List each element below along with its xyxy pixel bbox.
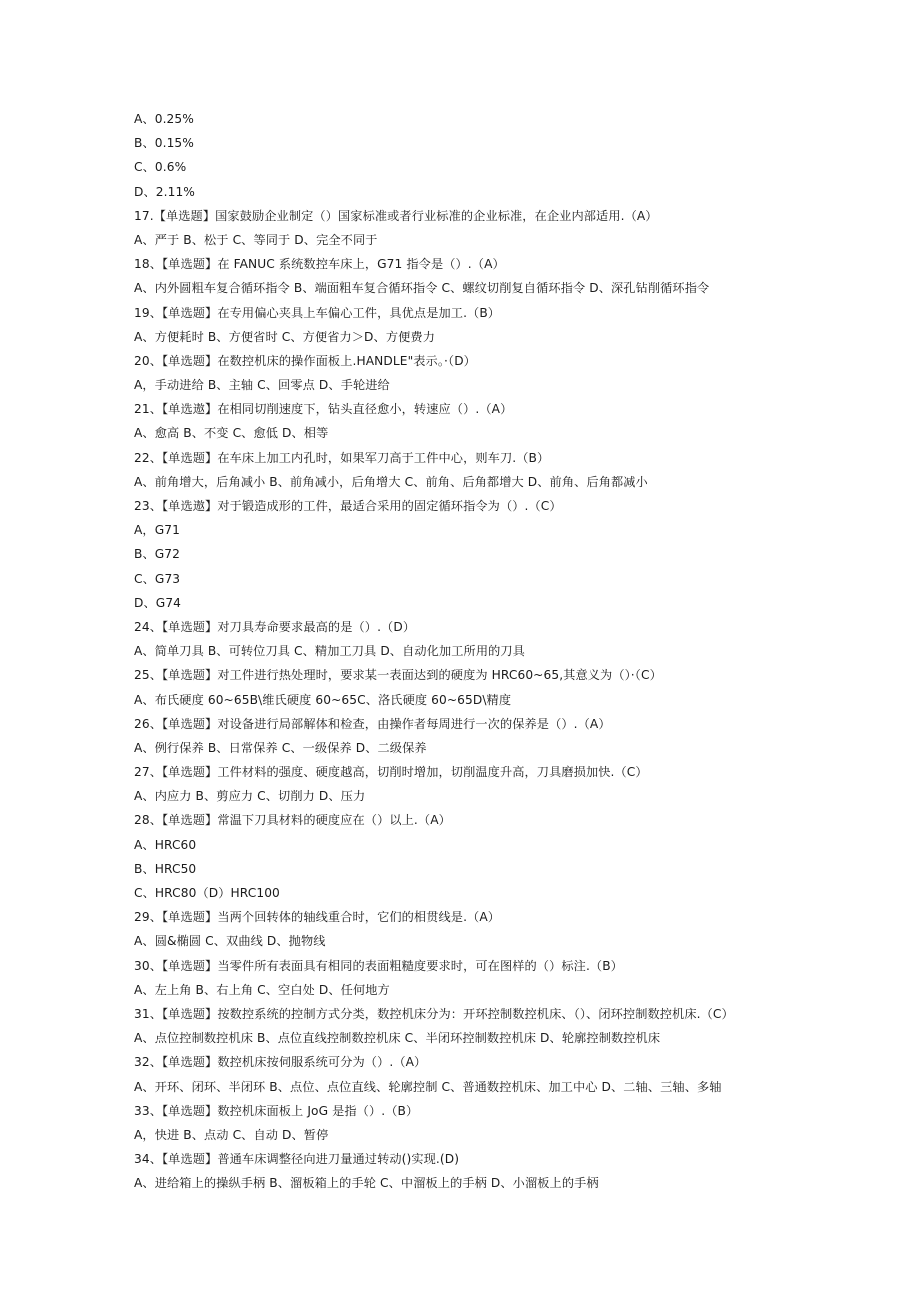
question-text: 28、【单选题】常温下刀具材料的硬度应在（）以上.（A） bbox=[134, 813, 451, 828]
answer-option: D、2.11% bbox=[134, 184, 195, 199]
answer-option: A、进给箱上的操纵手柄 B、溜板箱上的手轮 C、中溜板上的手柄 D、小溜板上的手柄 bbox=[134, 1176, 599, 1191]
answer-option: B、HRC50 bbox=[134, 861, 197, 876]
answer-option: A、简单刀具 B、可转位刀具 C、精加工刀具 D、自动化加工所用的刀具 bbox=[134, 644, 525, 659]
answer-option: A、内外圆粗车复合循环指令 B、端面粗车复合循环指令 C、螺纹切削复自循环指令 D、深孔钻削循环指令 bbox=[134, 281, 710, 296]
question-text: 34、【单选题】普通车床调整径向进刀量通过转动()实现.(D) bbox=[134, 1152, 460, 1167]
answer-option: A、HRC60 bbox=[134, 837, 197, 852]
question-text: 26、【单选题】对设备进行局部解体和检查，由操作者每周进行一次的保养是（）.（A） bbox=[134, 716, 611, 731]
answer-option: A、布氏硬度 60~65B\维氏硬度 60~65C、洛氏硬度 60~65D\精度 bbox=[134, 692, 512, 707]
answer-option: C、0.6% bbox=[134, 160, 187, 175]
answer-option: A、愈高 B、不变 C、愈低 D、相等 bbox=[134, 426, 329, 441]
answer-option: C、G73 bbox=[134, 571, 181, 586]
answer-option: A，快进 B、点动 C、自动 D、暂停 bbox=[134, 1127, 329, 1142]
answer-option: A、0.25% bbox=[134, 112, 194, 126]
question-text: 18、【单选题】在 FANUC 系统数控车床上，G71 指令是（）.（A） bbox=[134, 257, 505, 272]
question-text: 19、【单选题】在专用偏心夹具上车偏心工件，具优点是加工.（B） bbox=[134, 305, 501, 320]
question-text: 23、【单选遨】对于锻造成形的工件，最适合采用的固定循环指令为（）.（C） bbox=[134, 499, 562, 513]
answer-option: C、HRC80（D）HRC100 bbox=[134, 886, 280, 900]
answer-option: A、例行保养 B、日常保养 C、一级保养 D、二级保养 bbox=[134, 740, 427, 755]
answer-option: A、左上角 B、右上角 C、空白处 D、任何地方 bbox=[134, 982, 390, 997]
answer-option: A、严于 B、松于 C、等同于 D、完全不同于 bbox=[134, 232, 378, 247]
answer-option: B、G72 bbox=[134, 547, 181, 562]
question-list bbox=[134, 107, 874, 1195]
answer-option: A、圆&椭圆 C、双曲线 D、抛物线 bbox=[134, 934, 326, 949]
question-text: 17.【单选题】国家鼓励企业制定（）国家标准或者行业标准的企业标准，在企业内部适用.（A） bbox=[134, 208, 658, 223]
question-text: 31、【单选题】按数控系统的控制方式分类，数控机床分为：开环控制数控机床、（）、闭环控制数控机床.（C） bbox=[134, 1006, 734, 1021]
answer-option: A、内应力 B、剪应力 C、切削力 D、压力 bbox=[134, 789, 366, 804]
question-text: 30、【单选题】当零件所有表面具有相同的表面粗糙度要求时，可在图样的（）标注.（B） bbox=[134, 958, 623, 973]
question-text: 25、【单选题】对工件进行热处理时，要求某一表面达到的硬度为 HRC60~65,其意义为（）·（C） bbox=[134, 668, 662, 683]
question-text: 22、【单选题】在车床上加工内孔时，如果军刀高于工件中心，则车刀.（B） bbox=[134, 450, 550, 465]
answer-option: B、0.15% bbox=[134, 136, 194, 151]
question-text: 29、【单选题】当两个回转体的轴线重合时，它们的相贯线是.（A） bbox=[134, 910, 501, 925]
answer-option: A、开环、闭环、半闭环 B、点位、点位直线、轮廓控制 C、普通数控机床、加工中心 D、二轴、三轴、多轴 bbox=[134, 1079, 722, 1094]
answer-option: A、方便耗时 B、方便省时 C、方便省力＞D、方便费力 bbox=[134, 329, 435, 344]
question-text: 24、【单选题】对刀具寿命要求最高的是（）.（D） bbox=[134, 619, 416, 634]
question-text: 20、【单选题】在数控机床的操作面板上.HANDLE"表示。·（D） bbox=[134, 353, 476, 368]
answer-option: D、G74 bbox=[134, 595, 182, 610]
answer-option: A、前角增大，后角减小 B、前角减小，后角增大 C、前角、后角都增大 D、前角、后角都减小 bbox=[134, 474, 648, 489]
question-text: 32、【单选题】数控机床按伺服系统可分为（）.（A） bbox=[134, 1055, 427, 1070]
question-text: 27、【单选题】工件材料的强度、硬度越高，切削时增加，切削温度升高，刀具磨损加快.（C） bbox=[134, 765, 648, 780]
answer-option: A、点位控制数控机床 B、点位直线控制数控机床 C、半闭环控制数控机床 D、轮廓控制数控机床 bbox=[134, 1031, 661, 1046]
question-text: 33、【单选题】数控机床面板上 JoG 是指（）.（B） bbox=[134, 1103, 419, 1118]
answer-option: A，G71 bbox=[134, 523, 180, 538]
answer-option: A，手动进给 B、主轴 C、回零点 D、手轮进给 bbox=[134, 378, 390, 393]
question-text: 21、【单选遨】在相同切削速度下，钻头直径愈小，转速应（）.（A） bbox=[134, 402, 513, 417]
